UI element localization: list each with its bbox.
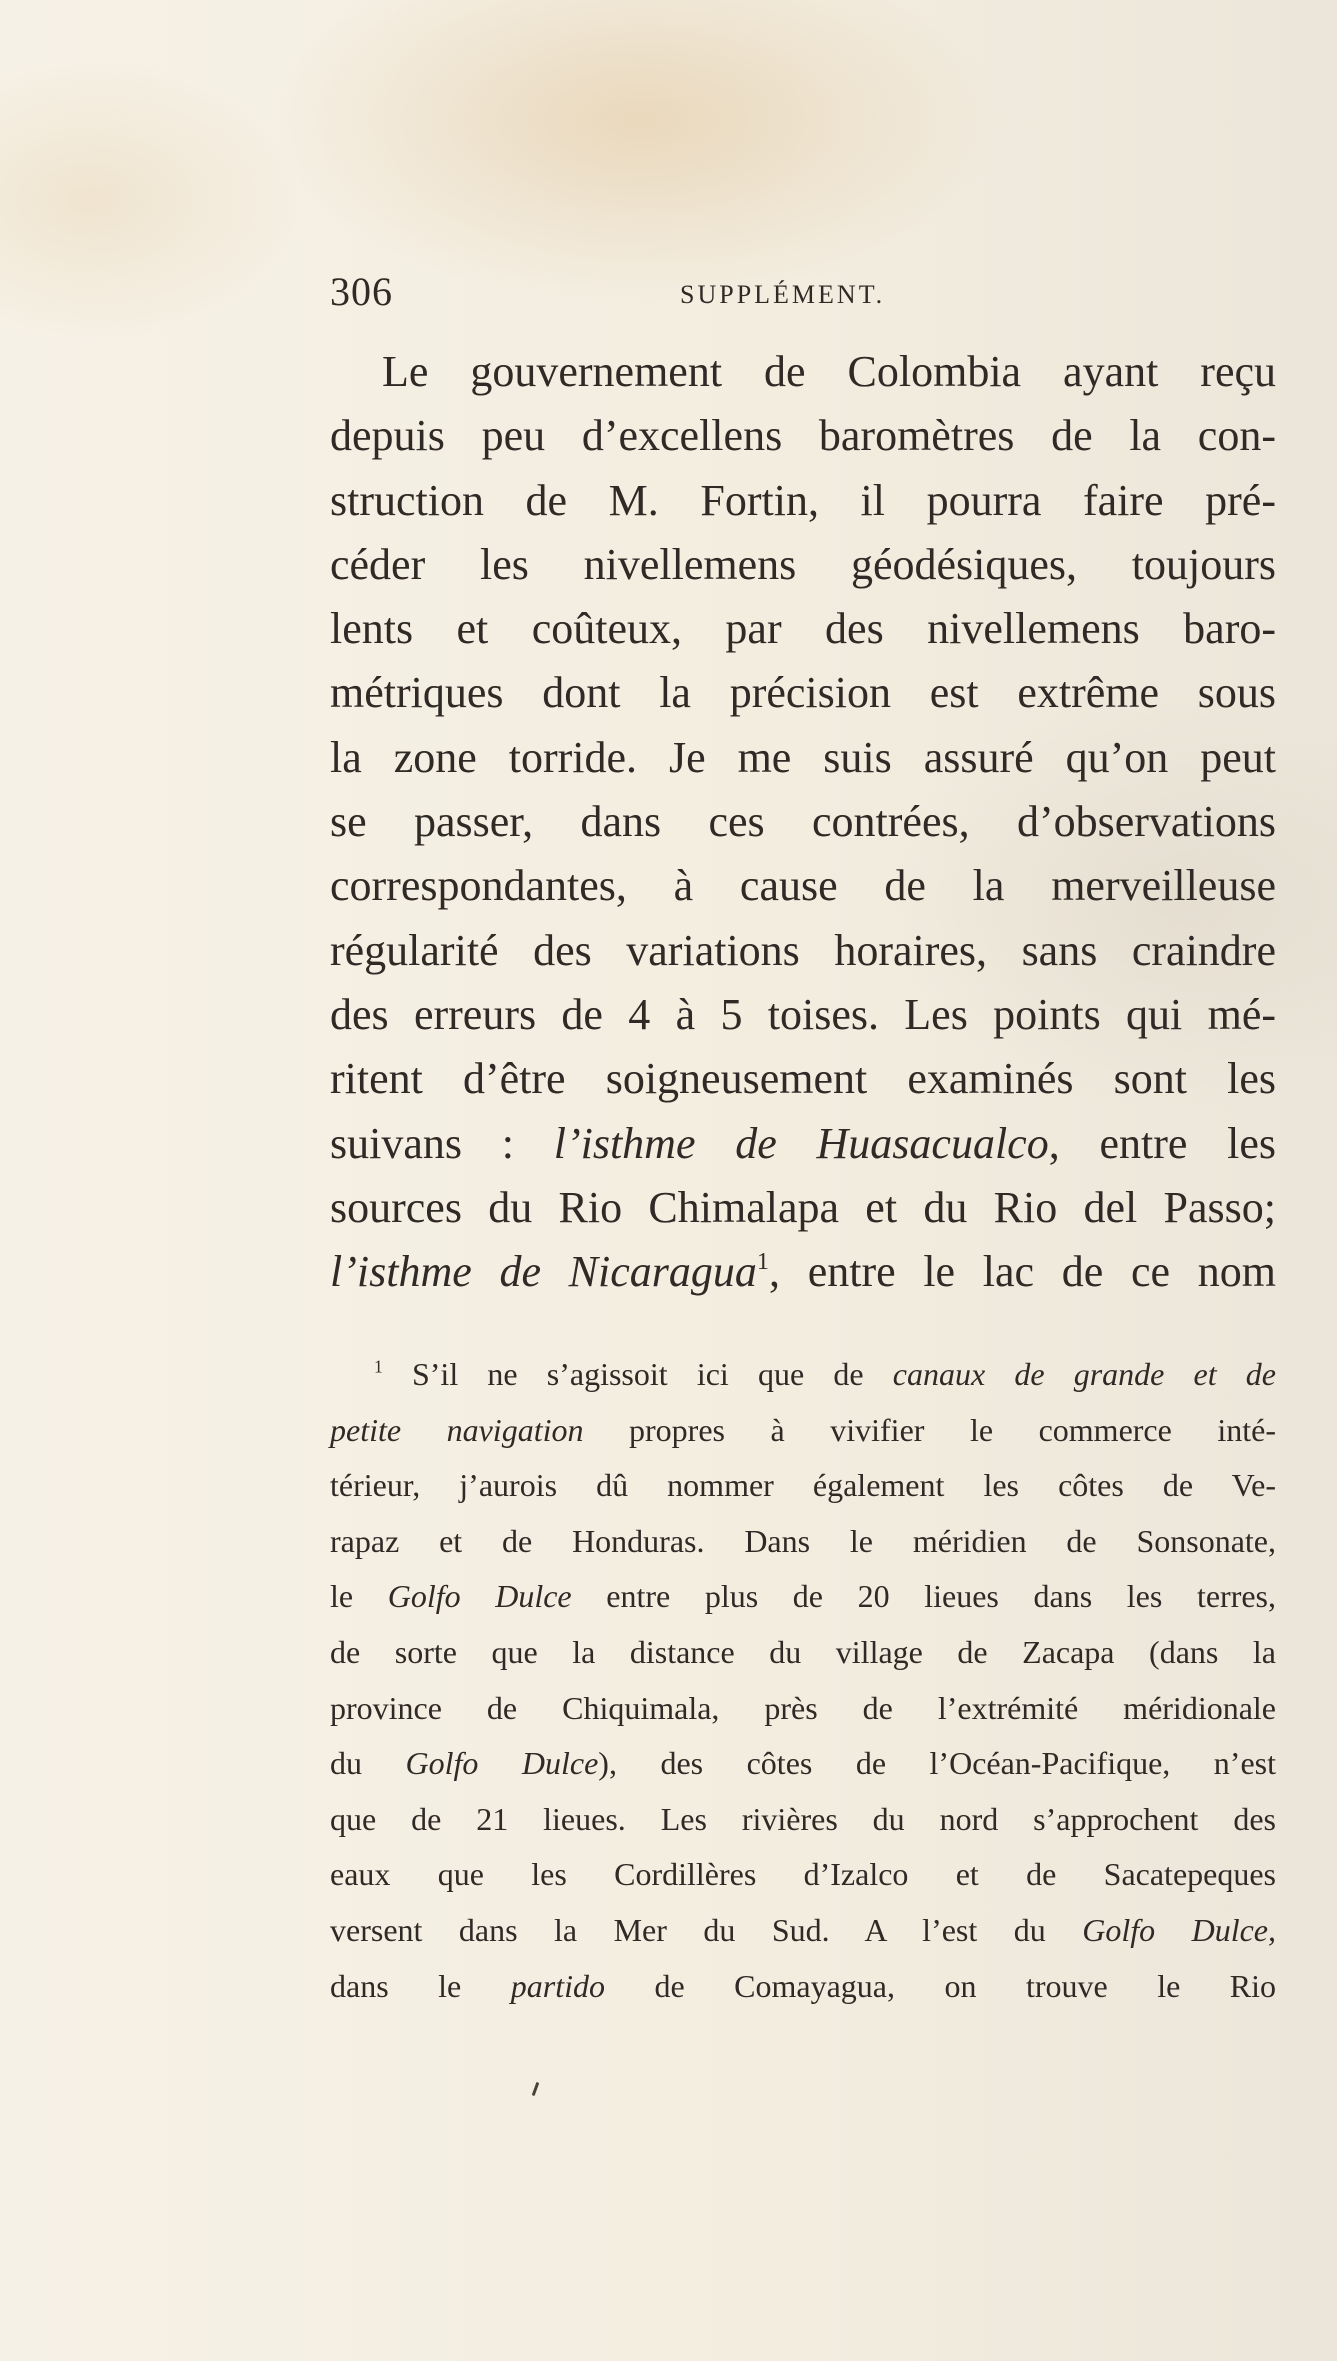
- text-line: des erreurs de 4 à 5 toises. Les points qui mé-: [330, 989, 1276, 1039]
- text-segment: entre plus de 20 lieues dans les terres,: [571, 1578, 1277, 1615]
- text-segment: S’il ne s’agissoit ici que de: [382, 1356, 893, 1392]
- text-line: [330, 1112, 1276, 1176]
- text-line: céder les nivellemens géodésiques, toujours: [330, 539, 1276, 589]
- text-segment: propres à vivifier le commerce inté-: [583, 1411, 1277, 1448]
- footnote-line: [330, 1403, 1276, 1459]
- text-line: Le gouvernement de Colombia ayant reçu: [382, 347, 1276, 396]
- italic-place-name: Golfo Dulce,: [1082, 1911, 1277, 1948]
- footnote-line: eaux que les Cordillères d’Izalco et de Sacatepeques: [330, 1856, 1276, 1893]
- text-line: ritent d’être soigneusement examinés sont les: [330, 1054, 1276, 1104]
- italic-place-name: l’isthme de Nicaragua: [330, 1247, 757, 1297]
- text-segment: du: [330, 1745, 406, 1782]
- running-head: SUPPLÉMENT.: [680, 280, 886, 309]
- page-header: [330, 268, 1276, 328]
- footnote-line: [330, 1903, 1276, 1959]
- italic-place-name: Golfo Dulce: [405, 1745, 599, 1782]
- text-segment: dans le: [330, 1967, 511, 2004]
- ink-mark: [532, 2082, 540, 2096]
- footnote-line: de sorte que la distance du village de Zacapa (dans la: [330, 1633, 1276, 1670]
- text-segment: , entre le lac de ce nom: [769, 1247, 1276, 1297]
- footnote-line: province de Chiquimala, près de l’extrémité méridionale: [330, 1689, 1276, 1726]
- footnote-line: [330, 1959, 1276, 2015]
- italic-word: partido: [510, 1967, 605, 2004]
- footnote-line: [330, 1569, 1276, 1625]
- footnote-line: térieur, j’aurois dû nommer également les côtes de Ve-: [330, 1467, 1276, 1504]
- italic-place-name: Golfo Dulce: [387, 1578, 572, 1615]
- text-line: [330, 1240, 1276, 1304]
- italic-place-name: l’isthme de Huasacualco: [553, 1118, 1049, 1168]
- text-segment: versent dans la Mer du Sud. A l’est du: [330, 1911, 1083, 1948]
- footnote-reference: 1: [756, 1248, 769, 1276]
- italic-phrase: petite navigation: [330, 1411, 584, 1448]
- text-segment: , entre les: [1048, 1118, 1277, 1168]
- text-line: métriques dont la précision est extrême sous: [330, 668, 1276, 718]
- footnote-line: rapaz et de Honduras. Dans le méridien de Sonsonate,: [330, 1522, 1276, 1559]
- text-line: sources du Rio Chimalapa et du Rio del Passo;: [330, 1182, 1276, 1232]
- main-text-block: [330, 340, 1276, 1304]
- footnote-line: que de 21 lieues. Les rivières du nord s’approchent des: [330, 1800, 1276, 1837]
- footnote-block: [330, 1347, 1276, 2014]
- text-segment: suivans :: [330, 1118, 554, 1168]
- page-number: 306: [330, 269, 393, 314]
- text-line: struction de M. Fortin, il pourra faire pré-: [330, 475, 1276, 525]
- text-segment: le: [330, 1578, 388, 1615]
- footnote-line: [330, 1347, 1276, 1403]
- footnote-marker: 1: [374, 1356, 383, 1377]
- text-segment: ), des côtes de l’Océan-Pacifique, n’est: [598, 1745, 1277, 1782]
- text-line: se passer, dans ces contrées, d’observations: [330, 797, 1276, 847]
- italic-phrase: canaux de grande et de: [892, 1356, 1277, 1392]
- text-line: lents et coûteux, par des nivellemens baro-: [330, 604, 1276, 654]
- text-line: régularité des variations horaires, sans craindre: [330, 925, 1276, 975]
- footnote-line: [330, 1736, 1276, 1792]
- text-line: la zone torride. Je me suis assuré qu’on peut: [330, 732, 1276, 782]
- text-line: correspondantes, à cause de la merveilleuse: [330, 861, 1276, 911]
- text-line: depuis peu d’excellens baromètres de la con-: [330, 411, 1276, 461]
- text-segment: de Comayagua, on trouve le Rio: [604, 1967, 1277, 2004]
